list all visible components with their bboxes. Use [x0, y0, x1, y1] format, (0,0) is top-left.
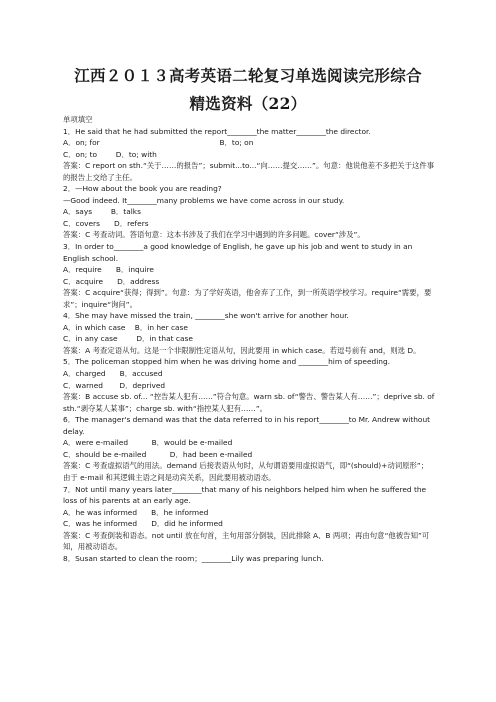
answer-1: 答案：C report on sth.“关于……的报告”；submit...to...“向……提交……”。句意：他说他差不多把关于这件事的报告上交给了主任。: [63, 161, 435, 182]
answer-6: 答案：C 考查虚拟语气的用法。demand 后接表语从句时，从句谓语要用虚拟语气，即“(should)+动词原形”；由于 e-mail 和其逻辑主语之间是动宾关系，因此要用被动语态。: [63, 461, 429, 482]
question-3-options-cd: C．acquire D．address: [63, 276, 160, 286]
question-2: 2．—How about the book you are reading?: [63, 184, 222, 194]
answer-7: 答案：C 考查倒装和语态。not until 放在句首，主句用部分倒装，因此排除 A、B 两项；再由句意“他被告知”可知，用被动语态。: [63, 530, 430, 552]
question-2-reply: —Good indeed. It________many problems we have come across in our study.: [63, 195, 345, 205]
question-7: 7．Not until many years later________that many of his neighbors helped him when he suffered the loss of his parents at an early age.: [63, 484, 427, 506]
question-4: 4．She may have missed the train, ________she won't arrive for another hour.: [63, 311, 349, 321]
question-4-options-ab: A．in which case B．in her case: [63, 322, 188, 332]
question-1-options-ab: A．on; for B．to; on: [63, 138, 254, 148]
question-7-options-cd: C．was he informed D．did he informed: [63, 519, 223, 529]
answer-5: 答案：B accuse sb. of... “控告某人犯有……”符合句意。warn sb. of“警告、警告某人有……”；deprive sb. of sth.“剥夺某人某事”；charge sb. with“指控某人犯有……”。: [63, 392, 435, 413]
question-5: 5．The policeman stopped him when he was driving home and ________him of speeding.: [63, 357, 390, 367]
document-title-line-2: 精选资料（22）: [189, 94, 307, 113]
question-1-options-cd: C．on; to D．to; with: [63, 149, 157, 159]
question-3: 3．In order to________a good knowledge of English, he gave up his job and went to study in an English school.: [63, 242, 413, 263]
document-title-line-1: 江西２０１３高考英语二轮复习单选阅读完形综合: [74, 66, 422, 85]
question-5-options-ab: A．charged B．accused: [63, 369, 163, 379]
question-4-options-cd: C．in any case D．in that case: [63, 334, 193, 344]
question-3-options-ab: A．require B．inquire: [63, 265, 154, 275]
answer-2: 答案：C 考查动词。答语句意：这本书涉及了我们在学习中遇到的许多问题。cover“涉及”。: [63, 230, 365, 240]
question-6: 6．The manager's demand was that the data referred to in his report________to Mr. Andrew without delay.: [63, 415, 431, 436]
question-6-options-ab: A．were e-mailed B．would be e-mailed: [63, 438, 233, 448]
document-body: [63, 114, 435, 564]
question-2-options-cd: C．covers D．refers: [63, 218, 149, 228]
question-2-options-ab: A．says B．talks: [63, 207, 141, 217]
answer-3: 答案：C acquire“获得；得到”。句意：为了学好英语，他舍弃了工作，到一所英语学校学习。require“需要，要求”；inquire“询问”。: [63, 288, 432, 309]
question-1: 1．He said that he had submitted the report________the matter________the director.: [63, 126, 371, 136]
question-8: 8．Susan started to clean the room；________Lily was preparing lunch.: [63, 553, 324, 563]
question-6-options-cd: C．should be e-mailed D．had been e-mailed: [63, 449, 253, 459]
question-5-options-cd: C．warned D．deprived: [63, 380, 166, 390]
question-7-options-ab: A．he was informed B．he informed: [63, 507, 209, 517]
section-heading: 单项填空: [63, 115, 93, 124]
answer-4: 答案：A 考查定语从句。这是一个非限制性定语从句，因此要用 in which case。若逗号前有 and，则选 D。: [63, 345, 421, 355]
